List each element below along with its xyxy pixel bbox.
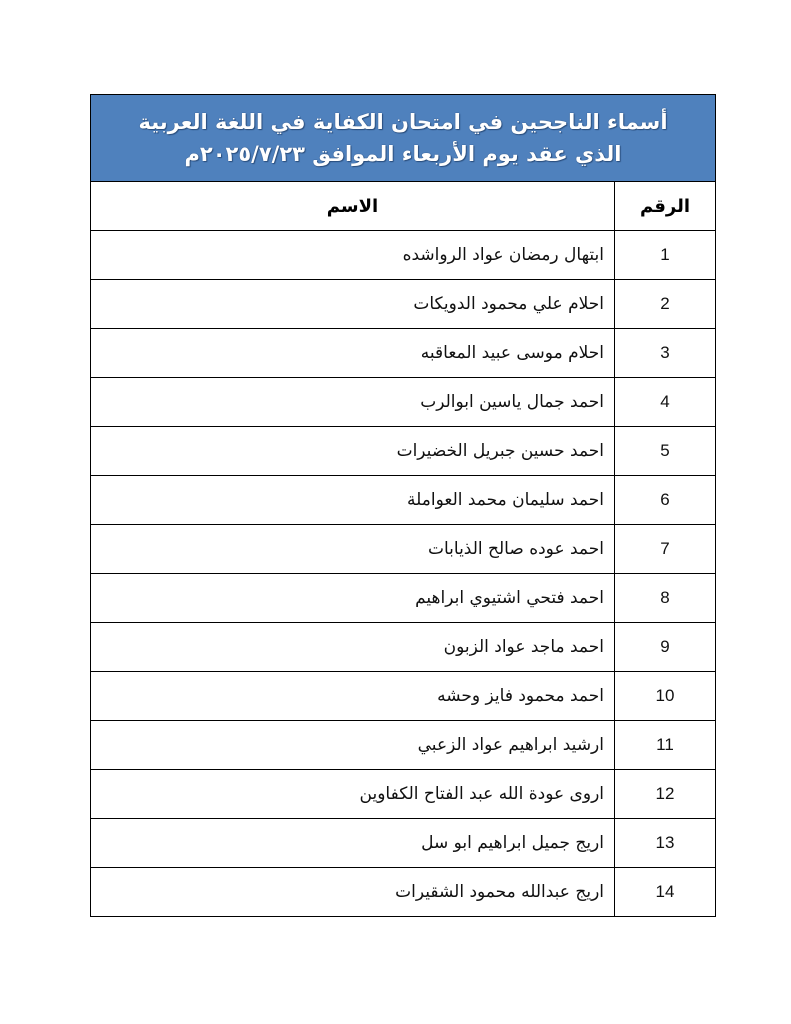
row-number: 6	[615, 476, 716, 525]
row-name: احلام علي محمود الدويكات	[91, 280, 615, 329]
row-name: اريج عبدالله محمود الشقيرات	[91, 868, 615, 917]
results-table	[90, 94, 716, 917]
row-name: احمد حسين جبريل الخضيرات	[91, 427, 615, 476]
row-number: 9	[615, 623, 716, 672]
table-row	[91, 721, 716, 770]
title-line-2: الذي عقد يوم الأربعاء الموافق ٢٠٢٥/٧/٢٣م	[184, 142, 622, 166]
table-row	[91, 280, 716, 329]
row-name: اروى عودة الله عبد الفتاح الكفاوين	[91, 770, 615, 819]
table-row	[91, 378, 716, 427]
row-name: احمد فتحي اشتيوي ابراهيم	[91, 574, 615, 623]
name-column-header: الاسم	[91, 182, 615, 231]
table-row	[91, 623, 716, 672]
row-number: 4	[615, 378, 716, 427]
row-number: 8	[615, 574, 716, 623]
number-column-header: الرقم	[615, 182, 716, 231]
row-number: 14	[615, 868, 716, 917]
title-line-1: أسماء الناجحين في امتحان الكفاية في اللغة العربية	[138, 110, 668, 134]
row-name: ارشيد ابراهيم عواد الزعبي	[91, 721, 615, 770]
row-name: ابتهال رمضان عواد الرواشده	[91, 231, 615, 280]
table-row	[91, 231, 716, 280]
row-number: 11	[615, 721, 716, 770]
row-name: احمد جمال ياسين ابوالرب	[91, 378, 615, 427]
row-name: احمد محمود فايز وحشه	[91, 672, 615, 721]
row-number: 13	[615, 819, 716, 868]
table-row	[91, 525, 716, 574]
row-name: احمد ماجد عواد الزبون	[91, 623, 615, 672]
table-row	[91, 574, 716, 623]
table-row	[91, 672, 716, 721]
row-number: 10	[615, 672, 716, 721]
table-row	[91, 329, 716, 378]
row-number: 2	[615, 280, 716, 329]
row-name: احلام موسى عبيد المعاقبه	[91, 329, 615, 378]
table-row	[91, 476, 716, 525]
row-number: 1	[615, 231, 716, 280]
row-name: احمد عوده صالح الذيابات	[91, 525, 615, 574]
row-number: 5	[615, 427, 716, 476]
row-name: اريج جميل ابراهيم ابو سل	[91, 819, 615, 868]
table-row	[91, 770, 716, 819]
row-number: 3	[615, 329, 716, 378]
table-row	[91, 868, 716, 917]
table-row	[91, 427, 716, 476]
document-title	[91, 95, 716, 182]
row-number: 7	[615, 525, 716, 574]
table-row	[91, 819, 716, 868]
row-number: 12	[615, 770, 716, 819]
row-name: احمد سليمان محمد العواملة	[91, 476, 615, 525]
column-header-row	[91, 182, 716, 231]
